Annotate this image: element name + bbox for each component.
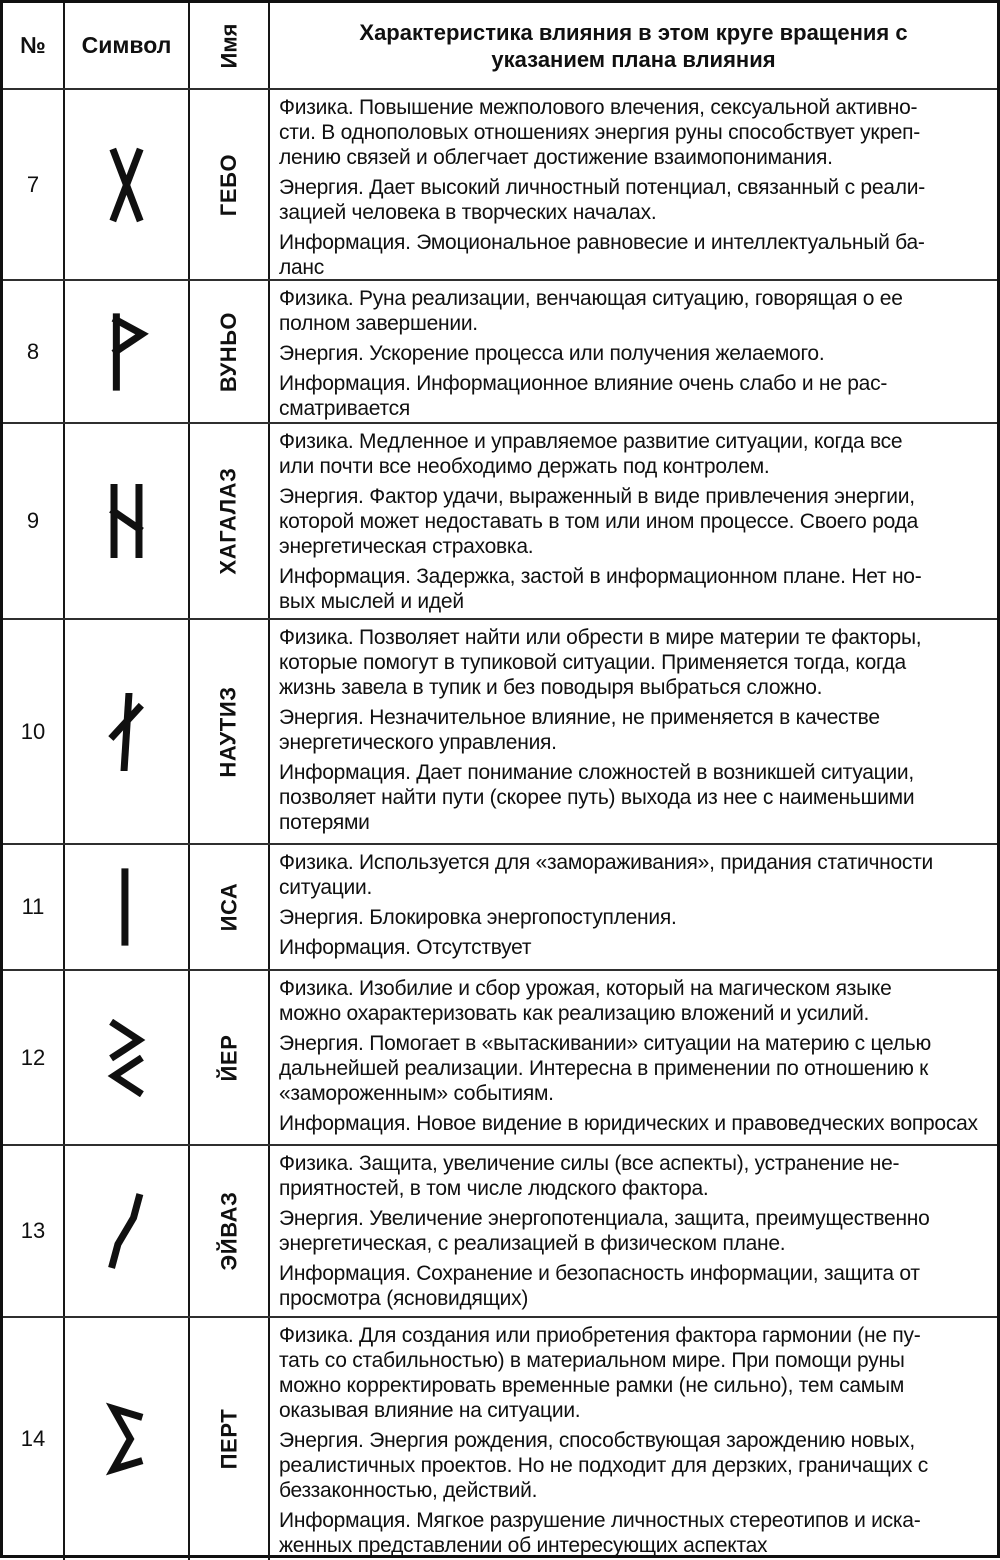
header-number-label: № bbox=[20, 32, 46, 58]
row-number-cell bbox=[3, 281, 65, 422]
row-number: 13 bbox=[20, 1218, 46, 1243]
rune-description-cell bbox=[270, 620, 997, 843]
row-number: 8 bbox=[26, 338, 40, 364]
rune-name: ГЕБО bbox=[215, 153, 241, 216]
header-symbol-label: Символ bbox=[81, 32, 172, 58]
row-number-cell bbox=[3, 424, 65, 618]
row-number: 12 bbox=[20, 1044, 46, 1070]
description-paragraph: Энергия. Дает высокий личностный потенциал, связанный с реали- зацией человека в творческих началах. bbox=[279, 176, 925, 224]
table-row bbox=[3, 618, 997, 843]
rune-name: ХАГАЛАЗ bbox=[216, 467, 241, 575]
description-paragraph: Энергия. Ускорение процесса или получения желаемого. bbox=[279, 342, 825, 365]
rune-name-cell bbox=[190, 845, 270, 969]
row-number: 14 bbox=[20, 1426, 46, 1451]
description-paragraph: Физика. Изобилие и сбор урожая, который на магическом языке можно охарактеризовать как реализацию вложений и усилий. bbox=[279, 977, 892, 1025]
rune-symbol-cell bbox=[65, 424, 190, 618]
description-paragraph: Физика. Руна реализации, венчающая ситуацию, говорящая о ее полном завершении. bbox=[279, 287, 903, 335]
description-paragraph: Физика. Для создания или приобретения фактора гармонии (не пу- тать со стабильностью) в материальном мире. При помощи руны можно корректировать временные рамки (не сильно), тем самым оказывая влияние на ситуации. bbox=[279, 1324, 921, 1422]
description-paragraph: Информация. Информационное влияние очень слабо и не рас- сматривается bbox=[279, 372, 888, 420]
rune-name: ЭЙВАЗ bbox=[216, 1191, 241, 1271]
rune-name-cell bbox=[190, 620, 270, 843]
rune-description-cell bbox=[270, 424, 997, 618]
rune-name: ВУНЬО bbox=[216, 311, 242, 392]
description-paragraph: Информация. Дает понимание сложностей в возникшей ситуации, позволяет найти пути (скорее путь) выхода из нее с наименьшими потерями bbox=[279, 761, 915, 834]
table-row bbox=[3, 1144, 997, 1316]
table-row bbox=[3, 843, 997, 969]
rune-symbol-cell bbox=[65, 620, 190, 843]
header-cell-symbol bbox=[65, 3, 190, 88]
description-paragraph: Физика. Используется для «замораживания», придания статичности ситуации. bbox=[279, 851, 934, 899]
description-paragraph: Информация. Сохранение и безопасность информации, защита от просмотра (ясновидящих) bbox=[279, 1262, 920, 1310]
eihwaz-rune-icon bbox=[103, 1192, 150, 1270]
description-paragraph: Энергия. Блокировка энергопоступления. bbox=[279, 906, 677, 929]
description-paragraph: Информация. Новое видение в юридических и правоведческих вопросах bbox=[279, 1112, 978, 1135]
description-paragraph: Информация. Эмоциональное равновесие и интеллектуальный ба- ланс bbox=[279, 231, 925, 279]
description-paragraph: Физика. Медленное и управляемое развитие ситуации, когда все или почти все необходимо держать под контролем. bbox=[279, 430, 903, 478]
table-row bbox=[3, 88, 997, 279]
rune-description-cell bbox=[270, 845, 997, 969]
rune-symbol-cell bbox=[65, 971, 190, 1144]
row-number-cell bbox=[3, 1146, 65, 1316]
description-paragraph: Информация. Задержка, застой в информационном плане. Нет но- вых мыслей и идей bbox=[279, 565, 922, 613]
rune-symbol-cell bbox=[65, 845, 190, 969]
rune-name: НАУТИЗ bbox=[216, 685, 242, 778]
rune-name-cell bbox=[190, 1146, 270, 1316]
rune-symbol-cell bbox=[65, 1146, 190, 1316]
rune-description-cell bbox=[270, 90, 997, 279]
table-header-row bbox=[3, 3, 997, 88]
rune-description-cell bbox=[270, 1146, 997, 1316]
table-row bbox=[3, 1316, 997, 1560]
gebo-rune-icon bbox=[103, 146, 150, 224]
rune-name-cell bbox=[190, 281, 270, 422]
rune-name-cell bbox=[190, 90, 270, 279]
description-paragraph: Информация. Мягкое разрушение личностных стереотипов и иска- женных представлении об интересующих аспектах bbox=[279, 1509, 921, 1557]
perth-rune-icon bbox=[103, 1400, 150, 1478]
rune-name-cell bbox=[190, 971, 270, 1144]
row-number-cell bbox=[3, 620, 65, 843]
hagalaz-rune-icon bbox=[103, 482, 150, 560]
header-description-label: Характеристика влияния в этом круге вращения с указанием плана влияния bbox=[359, 19, 908, 72]
row-number-cell bbox=[3, 971, 65, 1144]
jera-rune-icon bbox=[103, 1019, 150, 1097]
rune-name: ПЕРТ bbox=[216, 1408, 241, 1470]
rune-name: ЙЕР bbox=[216, 1034, 241, 1081]
table-row bbox=[3, 969, 997, 1144]
row-number: 11 bbox=[21, 894, 45, 919]
row-number: 10 bbox=[20, 718, 46, 744]
description-paragraph: Энергия. Незначительное влияние, не применяется в качестве энергетического управления. bbox=[279, 706, 880, 754]
header-cell-number bbox=[3, 3, 65, 88]
rune-name-cell bbox=[190, 424, 270, 618]
wunjo-rune-icon bbox=[103, 313, 150, 391]
row-number-cell bbox=[3, 845, 65, 969]
description-paragraph: Физика. Позволяет найти или обрести в мире материи те факторы, которые помогут в тупиковой ситуации. Применяется тогда, когда жизнь завела в тупик и без поводыря выбраться сложно. bbox=[279, 626, 922, 699]
isa-rune-icon bbox=[103, 868, 150, 946]
rune-symbol-cell bbox=[65, 90, 190, 279]
table-row bbox=[3, 279, 997, 422]
row-number-cell bbox=[3, 1318, 65, 1560]
description-paragraph: Энергия. Помогает в «вытаскивании» ситуации на материю с целью дальнейшей реализации. Интересна в применении по отношению к «замороженным» событиям. bbox=[279, 1032, 931, 1105]
row-number: 9 bbox=[26, 508, 40, 533]
rune-name: ИСА bbox=[216, 882, 241, 932]
row-number-cell bbox=[3, 90, 65, 279]
rune-description-cell bbox=[270, 281, 997, 422]
rune-name-cell bbox=[190, 1318, 270, 1560]
description-paragraph: Информация. Отсутствует bbox=[279, 936, 532, 959]
description-paragraph: Энергия. Фактор удачи, выраженный в виде привлечения энергии, которой может недоставать в том или ином процессе. Своего рода энергетическая страховка. bbox=[279, 485, 919, 558]
description-paragraph: Энергия. Энергия рождения, способствующая зарождению новых, реалистичных проектов. Но не подходит для дерзких, граничащих с беззаконностью, действий. bbox=[279, 1429, 928, 1502]
description-paragraph: Физика. Повышение межполового влечения, сексуальной активно- сти. В однополовых отношениях энергия руны способствует укреп- лению связей и облегчает достижение взаимопонимания. bbox=[279, 96, 921, 169]
table-row bbox=[3, 422, 997, 618]
rune-description-cell bbox=[270, 1318, 997, 1560]
description-paragraph: Энергия. Увеличение энергопотенциала, защита, преимущественно энергетическая, с реализацией в физическом плане. bbox=[279, 1207, 930, 1255]
header-cell-name bbox=[190, 3, 270, 88]
row-number: 7 bbox=[26, 171, 40, 197]
rune-symbol-cell bbox=[65, 1318, 190, 1560]
header-cell-description bbox=[270, 3, 997, 88]
rune-description-cell bbox=[270, 971, 997, 1144]
header-name-label: Имя bbox=[216, 23, 241, 68]
nauthiz-rune-icon bbox=[103, 693, 150, 771]
description-paragraph: Физика. Защита, увеличение силы (все аспекты), устранение не- приятностей, в том числе людского фактора. bbox=[279, 1152, 900, 1200]
rune-symbol-cell bbox=[65, 281, 190, 422]
